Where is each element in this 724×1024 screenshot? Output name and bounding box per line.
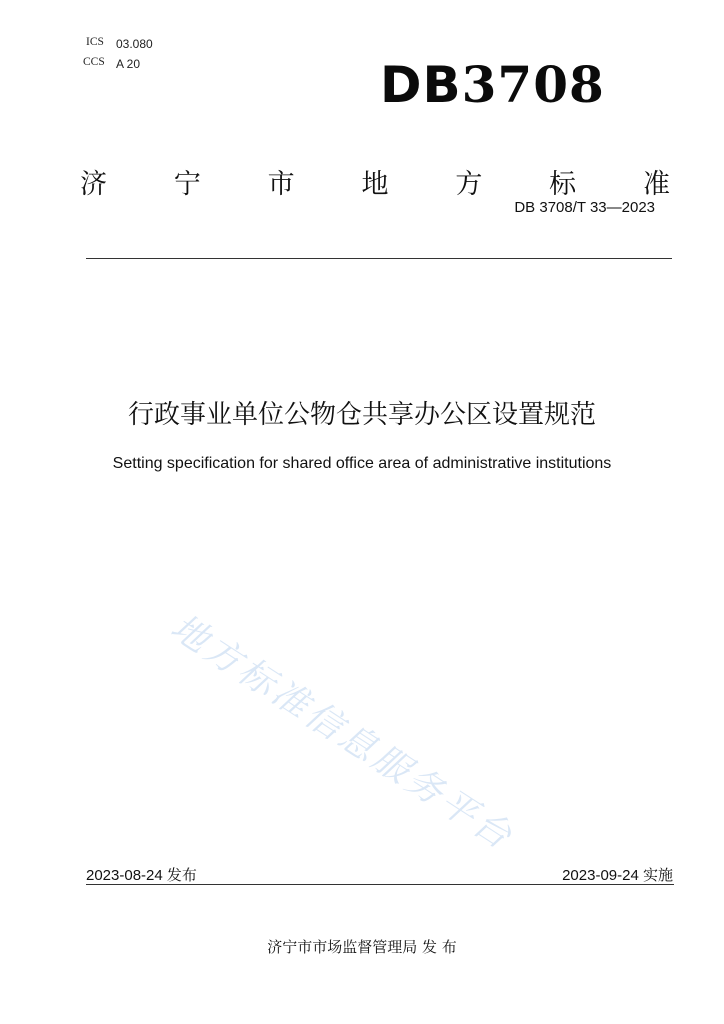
title-chinese: 行政事业单位公物仓共享办公区设置规范 [127, 400, 596, 430]
publish-date: 2023-08-24 发布 [86, 867, 197, 884]
standard-type-char: 方 [455, 169, 483, 200]
db-logo [380, 55, 605, 114]
standard-type-char: 地 [361, 169, 389, 200]
title-english: Setting specification for shared office area of administrative institutions [112, 455, 612, 472]
standard-type-char: 济 [80, 169, 107, 200]
standard-type-char: 宁 [173, 169, 201, 200]
db-logo-prefix: DB [380, 56, 462, 114]
bottom-divider [86, 884, 674, 885]
standard-number: DB 3708/T 33—2023 [514, 199, 655, 216]
standard-type [80, 162, 670, 201]
standard-type-char: 标 [549, 169, 577, 200]
implement-date: 2023-09-24 实施 [562, 867, 673, 884]
db-logo-code: 3708 [461, 55, 605, 114]
ccs-label: CCS [83, 56, 105, 68]
top-divider [86, 258, 672, 259]
ics-label: ICS [86, 36, 104, 48]
ccs-value: A 20 [116, 57, 141, 71]
issuer: 济宁市市场监督管理局 发 布 [267, 938, 457, 956]
standard-type-char: 准 [642, 169, 670, 200]
standard-type-char: 市 [267, 169, 295, 200]
ics-value: 03.080 [116, 37, 153, 51]
watermark: 地方标准信息服务平台 [163, 606, 522, 859]
